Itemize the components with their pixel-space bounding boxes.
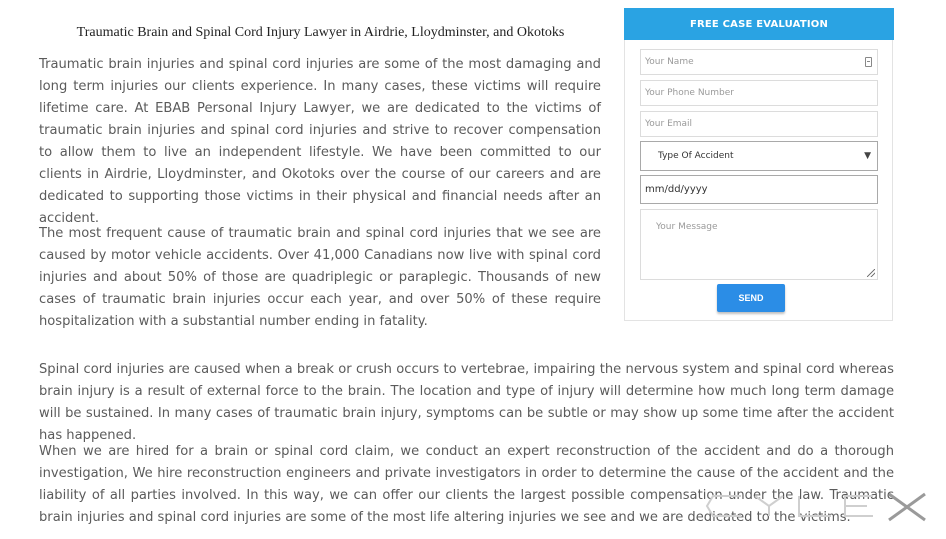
email-input[interactable] xyxy=(640,111,878,137)
phone-placeholder: Your Phone Number xyxy=(645,88,734,98)
name-input[interactable] xyxy=(640,49,878,75)
date-input[interactable] xyxy=(640,175,878,204)
cylex-watermark-logo xyxy=(703,486,938,526)
accident-type-select[interactable] xyxy=(640,141,878,171)
name-placeholder: Your Name xyxy=(645,57,694,67)
accident-type-value: Type Of Accident xyxy=(658,151,734,161)
send-button[interactable]: SEND xyxy=(717,284,785,312)
date-value: mm/dd/yyyy xyxy=(645,184,708,195)
article-paragraph-3: Spinal cord injuries are caused when a break or crush occurs to vertebrae, impairing the nervous system and spinal cord whereas brain injury is a result of external force to the brain. The location and type of injury will determine how much long term damage will be sustained. In many cases of traumatic brain injury, symptoms can be subtle or may show up some time after the accident has happened. xyxy=(39,362,894,443)
message-placeholder: Your Message xyxy=(656,222,718,232)
phone-input[interactable] xyxy=(640,80,878,106)
chevron-down-icon: ▼ xyxy=(864,151,871,161)
contact-card-icon xyxy=(865,57,872,67)
article-paragraph-2: The most frequent cause of traumatic brain and spinal cord injuries that we see are caused by motor vehicle accidents. Over 41,000 Canadians now live with spinal cord injuries and about 50% of those are quadriplegic or paraplegic. Thousands of new cases of traumatic brain injuries occur each year, and over 50% of these require hospitalization with a substantial number ending in fatality. xyxy=(39,226,601,329)
page-title: Traumatic Brain and Spinal Cord Injury Lawyer in Airdrie, Lloydminster, and Okotoks xyxy=(76,25,565,40)
email-placeholder: Your Email xyxy=(645,119,693,129)
message-textarea[interactable] xyxy=(640,209,878,280)
article-paragraph-4: When we are hired for a brain or spinal cord claim, we conduct an expert reconstruction of the accident and do a thorough investigation, We hire reconstruction engineers and private investigators in order to determine the cause of the accident and the liability of all parties involved. In this way, we can offer our clients the largest possible compensation under the law. Traumatic brain injuries and spinal cord injuries are some of the most life altering injuries we see and we are dedicated to the victims. xyxy=(39,444,894,525)
article-paragraph-1: Traumatic brain injuries and spinal cord injuries are some of the most damaging and long term injuries our clients experience. In many cases, these victims will require lifetime care. At EBAB Personal Injury Lawyer, we are dedicated to the victims of traumatic brain injuries and spinal cord injuries and strive to recover compensation to allow them to live an independent lifestyle. We have been committed to our clients in Airdrie, Lloydminster, and Okotoks over the course of our careers and are dedicated to supporting those victims in their physical and financial needs after an accident. xyxy=(39,57,601,226)
resize-handle-icon[interactable] xyxy=(867,269,875,277)
form-header: FREE CASE EVALUATION xyxy=(624,8,894,40)
